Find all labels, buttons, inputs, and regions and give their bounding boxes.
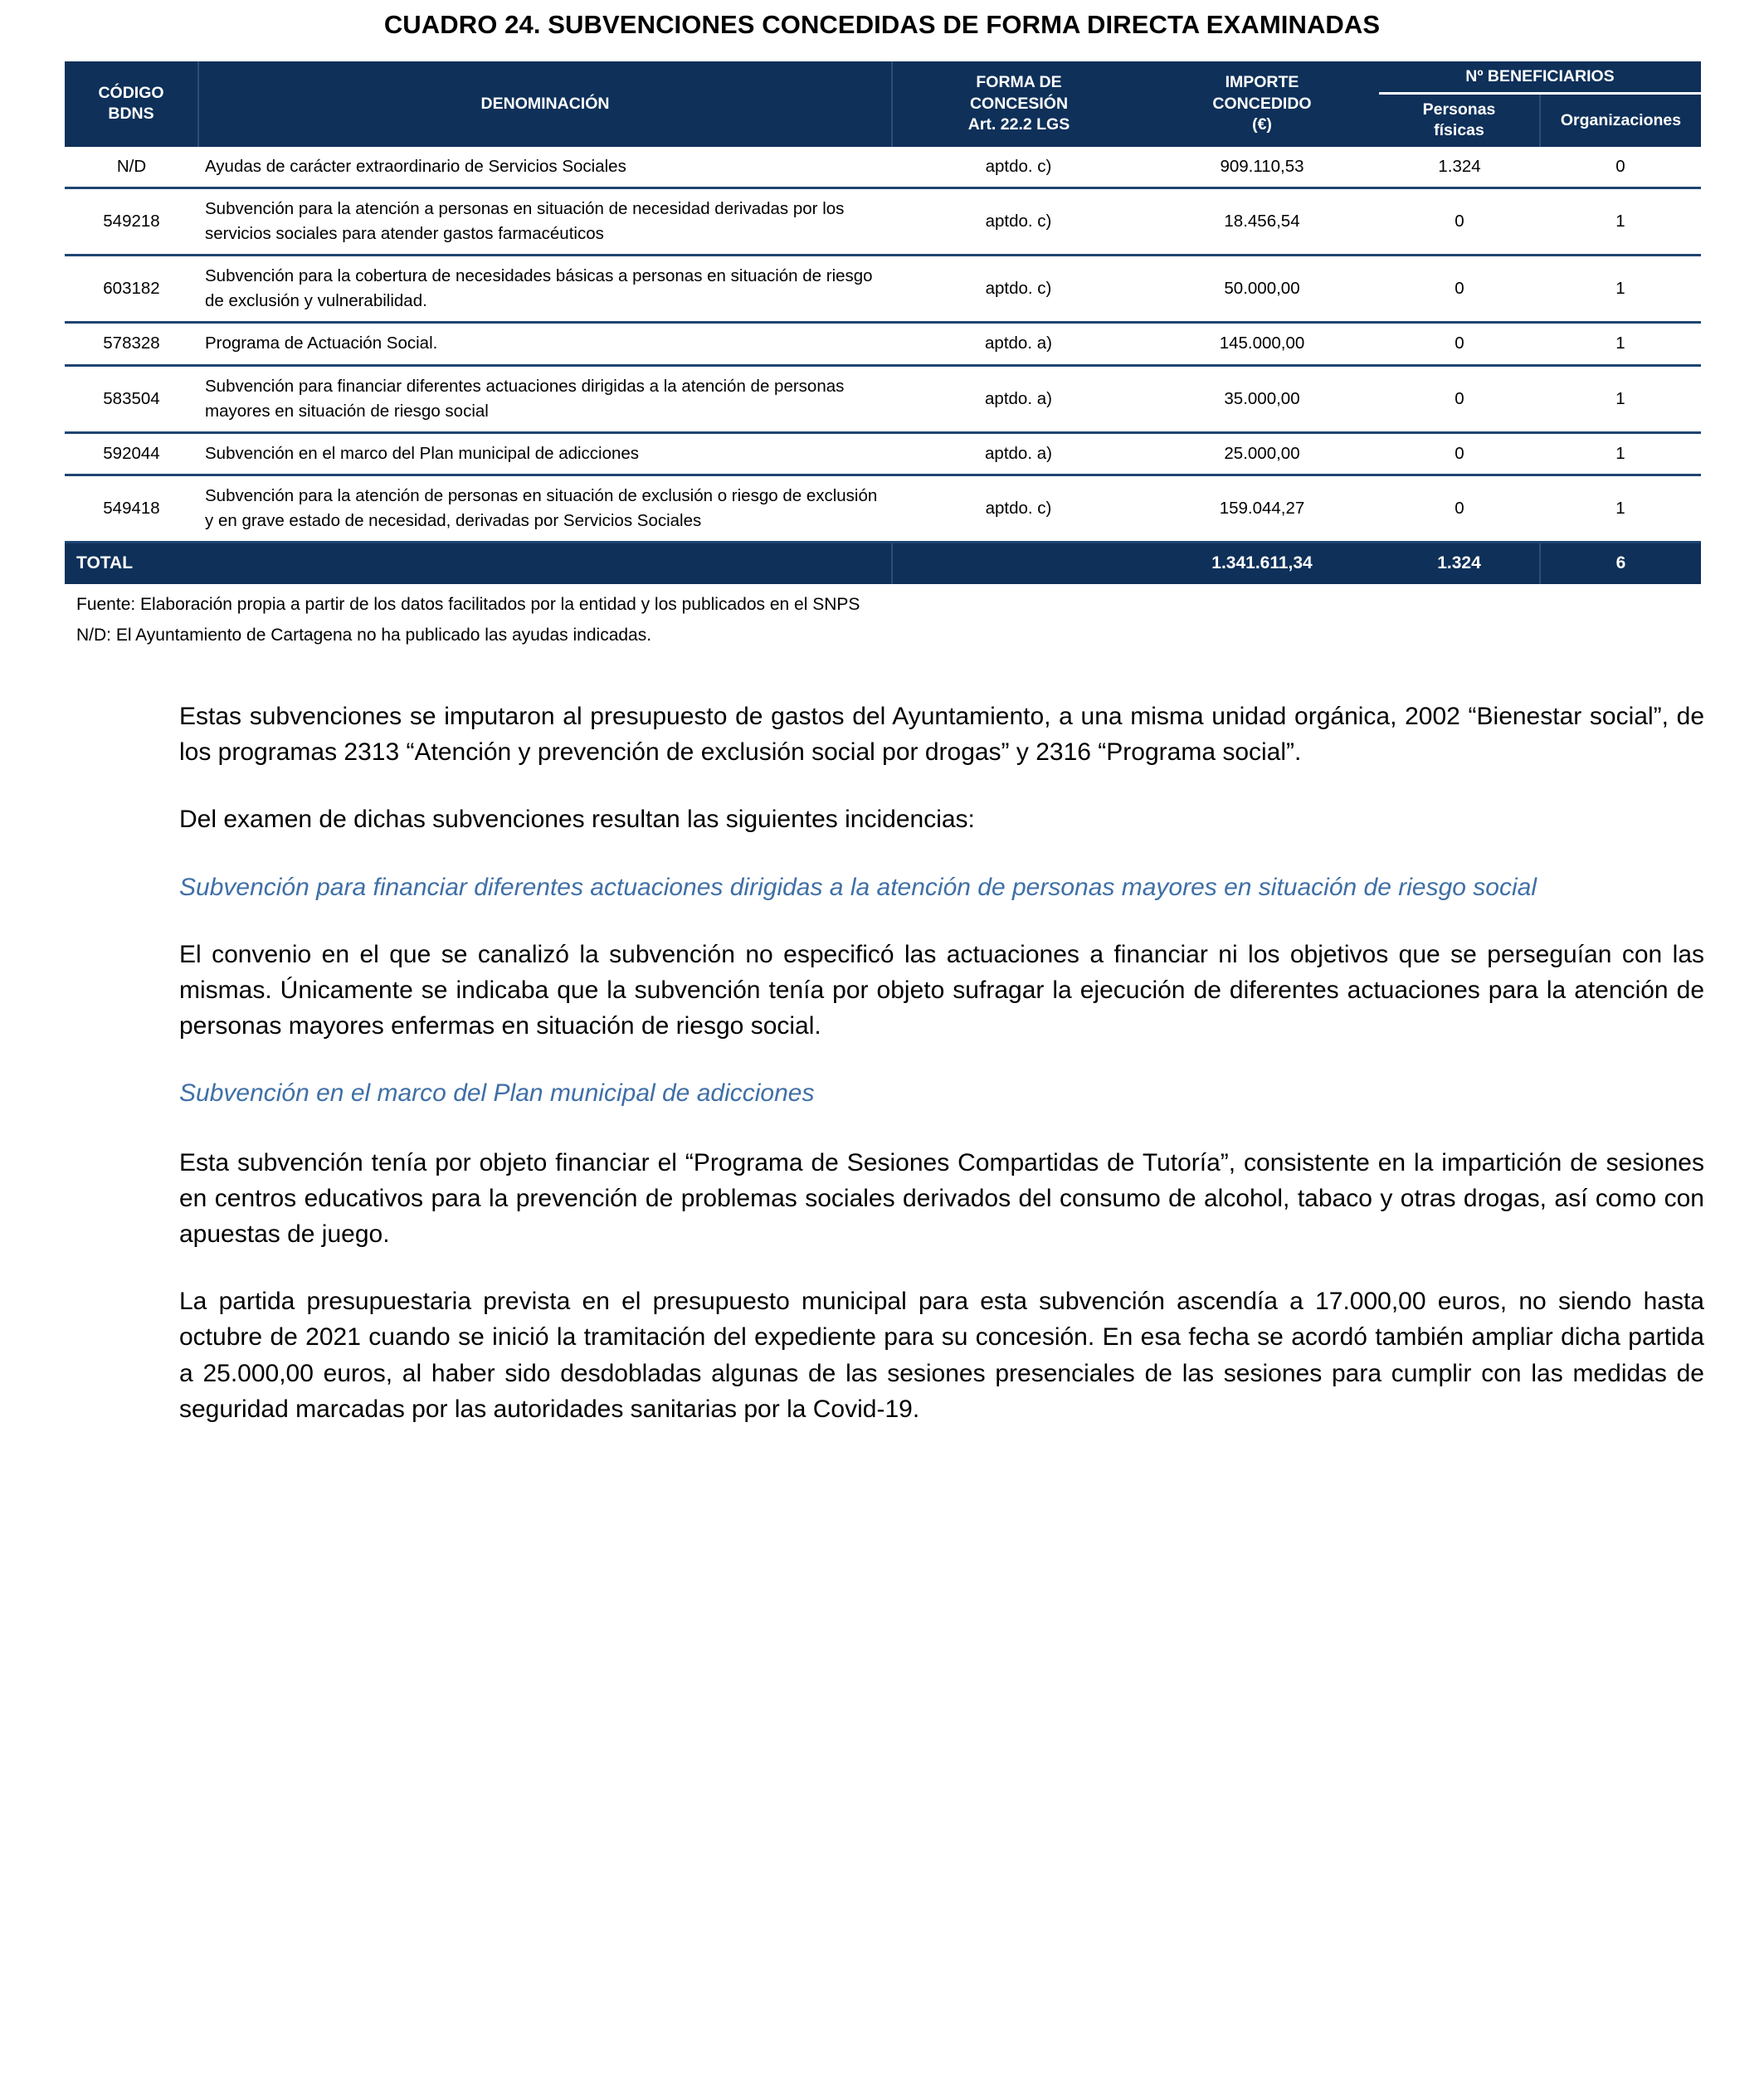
cell-forma-concesion: aptdo. c) bbox=[892, 256, 1145, 323]
cell-personas-fisicas: 0 bbox=[1379, 475, 1540, 542]
cell-codigo: 549218 bbox=[65, 188, 198, 255]
cell-forma-concesion: aptdo. c) bbox=[892, 475, 1145, 542]
cell-denominacion: Subvención para la cobertura de necesidades básicas a personas en situación de riesgo de exclusión y vulnerabilidad. bbox=[198, 256, 892, 323]
cell-codigo: 578328 bbox=[65, 323, 198, 365]
cell-personas-fisicas: 0 bbox=[1379, 365, 1540, 432]
column-header-numero-beneficiarios: Nº BENEFICIARIOS bbox=[1379, 61, 1701, 94]
cell-codigo: 603182 bbox=[65, 256, 198, 323]
cell-codigo: 583504 bbox=[65, 365, 198, 432]
cell-forma-concesion: aptdo. c) bbox=[892, 188, 1145, 255]
table-row bbox=[65, 147, 1701, 188]
cell-forma-concesion: aptdo. c) bbox=[892, 147, 1145, 188]
table-row bbox=[65, 188, 1701, 255]
column-header-personas-fisicas bbox=[1379, 94, 1540, 147]
cell-denominacion: Subvención para financiar diferentes actuaciones dirigidas a la atención de personas mayores en situación de riesgo social bbox=[198, 365, 892, 432]
cell-importe-concedido: 145.000,00 bbox=[1145, 323, 1379, 365]
subsidies-table bbox=[65, 61, 1701, 584]
paragraph-imputacion: Estas subvenciones se imputaron al presupuesto de gastos del Ayuntamiento, a una misma unidad orgánica, 2002 “Bienestar social”, de los programas 2313 “Atención y prevención de exclusión social por drogas” y 2316 “Programa social”. bbox=[179, 703, 1704, 767]
cell-importe-concedido: 18.456,54 bbox=[1145, 188, 1379, 255]
table-container bbox=[65, 61, 1704, 584]
table-notes bbox=[76, 592, 1704, 649]
column-header-codigo-bdns bbox=[65, 61, 198, 147]
subheading-personas-mayores: Subvención para financiar diferentes actuaciones dirigidas a la atención de personas mayores en situación de riesgo social bbox=[179, 873, 1537, 901]
cell-importe-concedido: 25.000,00 bbox=[1145, 432, 1379, 475]
paragraph-incidencias-intro: Del examen de dichas subvenciones resultan las siguientes incidencias: bbox=[179, 806, 975, 834]
table-row bbox=[65, 475, 1701, 542]
table-row bbox=[65, 432, 1701, 475]
cell-codigo: 549418 bbox=[65, 475, 198, 542]
table-header-row-1 bbox=[65, 61, 1701, 94]
table-row bbox=[65, 323, 1701, 365]
cell-denominacion: Subvención en el marco del Plan municipal de adicciones bbox=[198, 432, 892, 475]
cell-forma-concesion: aptdo. a) bbox=[892, 432, 1145, 475]
cell-forma-concesion: aptdo. a) bbox=[892, 365, 1145, 432]
cell-total-personas-fisicas: 1.324 bbox=[1379, 543, 1540, 584]
table-head bbox=[65, 61, 1701, 147]
cell-denominacion: Subvención para la atención de personas en situación de exclusión o riesgo de exclusión y en grave estado de necesidad, derivadas por Servicios Sociales bbox=[198, 475, 892, 542]
importe-header-line2: CONCEDIDO bbox=[1212, 94, 1312, 113]
cell-total-forma bbox=[892, 543, 1145, 584]
cell-organizaciones: 1 bbox=[1540, 323, 1701, 365]
column-header-importe-concedido bbox=[1145, 61, 1379, 147]
cell-codigo: 592044 bbox=[65, 432, 198, 475]
table-row bbox=[65, 365, 1701, 432]
paragraph-convenio: El convenio en el que se canalizó la subvención no especificó las actuaciones a financiar ni los objetivos que se perseguían con las mismas. Únicamente se indicaba que la subvención tenía por objeto sufragar la ejecución de diferentes actuaciones para la atención de personas mayores enfermas en situación de riesgo social. bbox=[179, 940, 1704, 1040]
cell-denominacion: Subvención para la atención a personas en situación de necesidad derivadas por los servicios sociales para atender gastos farmacéuticos bbox=[198, 188, 892, 255]
cell-organizaciones: 1 bbox=[1540, 432, 1701, 475]
table-total-row bbox=[65, 543, 1701, 584]
importe-header-line1: IMPORTE bbox=[1225, 73, 1299, 92]
column-header-denominacion: DENOMINACIÓN bbox=[198, 61, 892, 147]
cell-importe-concedido: 159.044,27 bbox=[1145, 475, 1379, 542]
cell-personas-fisicas: 0 bbox=[1379, 188, 1540, 255]
cell-importe-concedido: 35.000,00 bbox=[1145, 365, 1379, 432]
subheading-plan-adicciones: Subvención en el marco del Plan municipal de adicciones bbox=[179, 1079, 815, 1108]
codigo-header-line1: CÓDIGO bbox=[98, 83, 164, 102]
cell-personas-fisicas: 1.324 bbox=[1379, 147, 1540, 188]
paragraph-partida-presupuestaria: La partida presupuestaria prevista en el presupuesto municipal para esta subvención ascendía a 17.000,00 euros, no siendo hasta octubre de 2021 cuando se inició la tramitación del expediente para su concesión. En esa fecha se acordó también ampliar dicha partida a 25.000,00 euros, al haber sido desdobladas algunas de las sesiones presenciales de las sesiones para cumplir con las medidas de seguridad marcadas por las autoridades sanitarias por la Covid-19. bbox=[179, 1288, 1704, 1423]
cell-total-organizaciones: 6 bbox=[1540, 543, 1701, 584]
table-body bbox=[65, 147, 1701, 584]
personas-fisicas-line1: Personas bbox=[1422, 100, 1496, 119]
cell-importe-concedido: 50.000,00 bbox=[1145, 256, 1379, 323]
cell-forma-concesion: aptdo. a) bbox=[892, 323, 1145, 365]
forma-header-line2: CONCESIÓN bbox=[969, 94, 1069, 113]
codigo-header-line2: BDNS bbox=[108, 105, 154, 124]
note-nd: N/D: El Ayuntamiento de Cartagena no ha publicado las ayudas indicadas. bbox=[76, 625, 652, 645]
cell-personas-fisicas: 0 bbox=[1379, 432, 1540, 475]
personas-fisicas-line2: físicas bbox=[1434, 121, 1484, 140]
table-row bbox=[65, 256, 1701, 323]
cell-importe-concedido: 909.110,53 bbox=[1145, 147, 1379, 188]
cell-organizaciones: 1 bbox=[1540, 188, 1701, 255]
cell-total-importe: 1.341.611,34 bbox=[1145, 543, 1379, 584]
paragraph-objeto-subvencion: Esta subvención tenía por objeto financiar el “Programa de Sesiones Compartidas de Tutoría”, consistente en la impartición de sesiones en centros educativos para la prevención de problemas sociales derivados del consumo de alcohol, tabaco y otras drogas, así como con apuestas de juego. bbox=[179, 1148, 1704, 1248]
cell-denominacion: Programa de Actuación Social. bbox=[198, 323, 892, 365]
column-header-forma-concesion bbox=[892, 61, 1145, 147]
cell-denominacion: Ayudas de carácter extraordinario de Servicios Sociales bbox=[198, 147, 892, 188]
cell-total-label: TOTAL bbox=[65, 543, 892, 584]
forma-header-line3: Art. 22.2 LGS bbox=[967, 114, 1070, 134]
importe-header-line3: (€) bbox=[1252, 114, 1272, 134]
cell-organizaciones: 1 bbox=[1540, 256, 1701, 323]
body-text bbox=[179, 699, 1704, 1427]
cell-organizaciones: 1 bbox=[1540, 365, 1701, 432]
cell-organizaciones: 1 bbox=[1540, 475, 1701, 542]
column-header-organizaciones: Organizaciones bbox=[1540, 94, 1701, 147]
note-fuente: Fuente: Elaboración propia a partir de los datos facilitados por la entidad y los publicados en el SNPS bbox=[76, 595, 860, 615]
page-title: CUADRO 24. SUBVENCIONES CONCEDIDAS DE FORMA DIRECTA EXAMINADAS bbox=[383, 10, 1381, 39]
cell-codigo: N/D bbox=[65, 147, 198, 188]
cell-personas-fisicas: 0 bbox=[1379, 256, 1540, 323]
cell-personas-fisicas: 0 bbox=[1379, 323, 1540, 365]
forma-header-line1: FORMA DE bbox=[976, 73, 1062, 92]
cell-organizaciones: 0 bbox=[1540, 147, 1701, 188]
